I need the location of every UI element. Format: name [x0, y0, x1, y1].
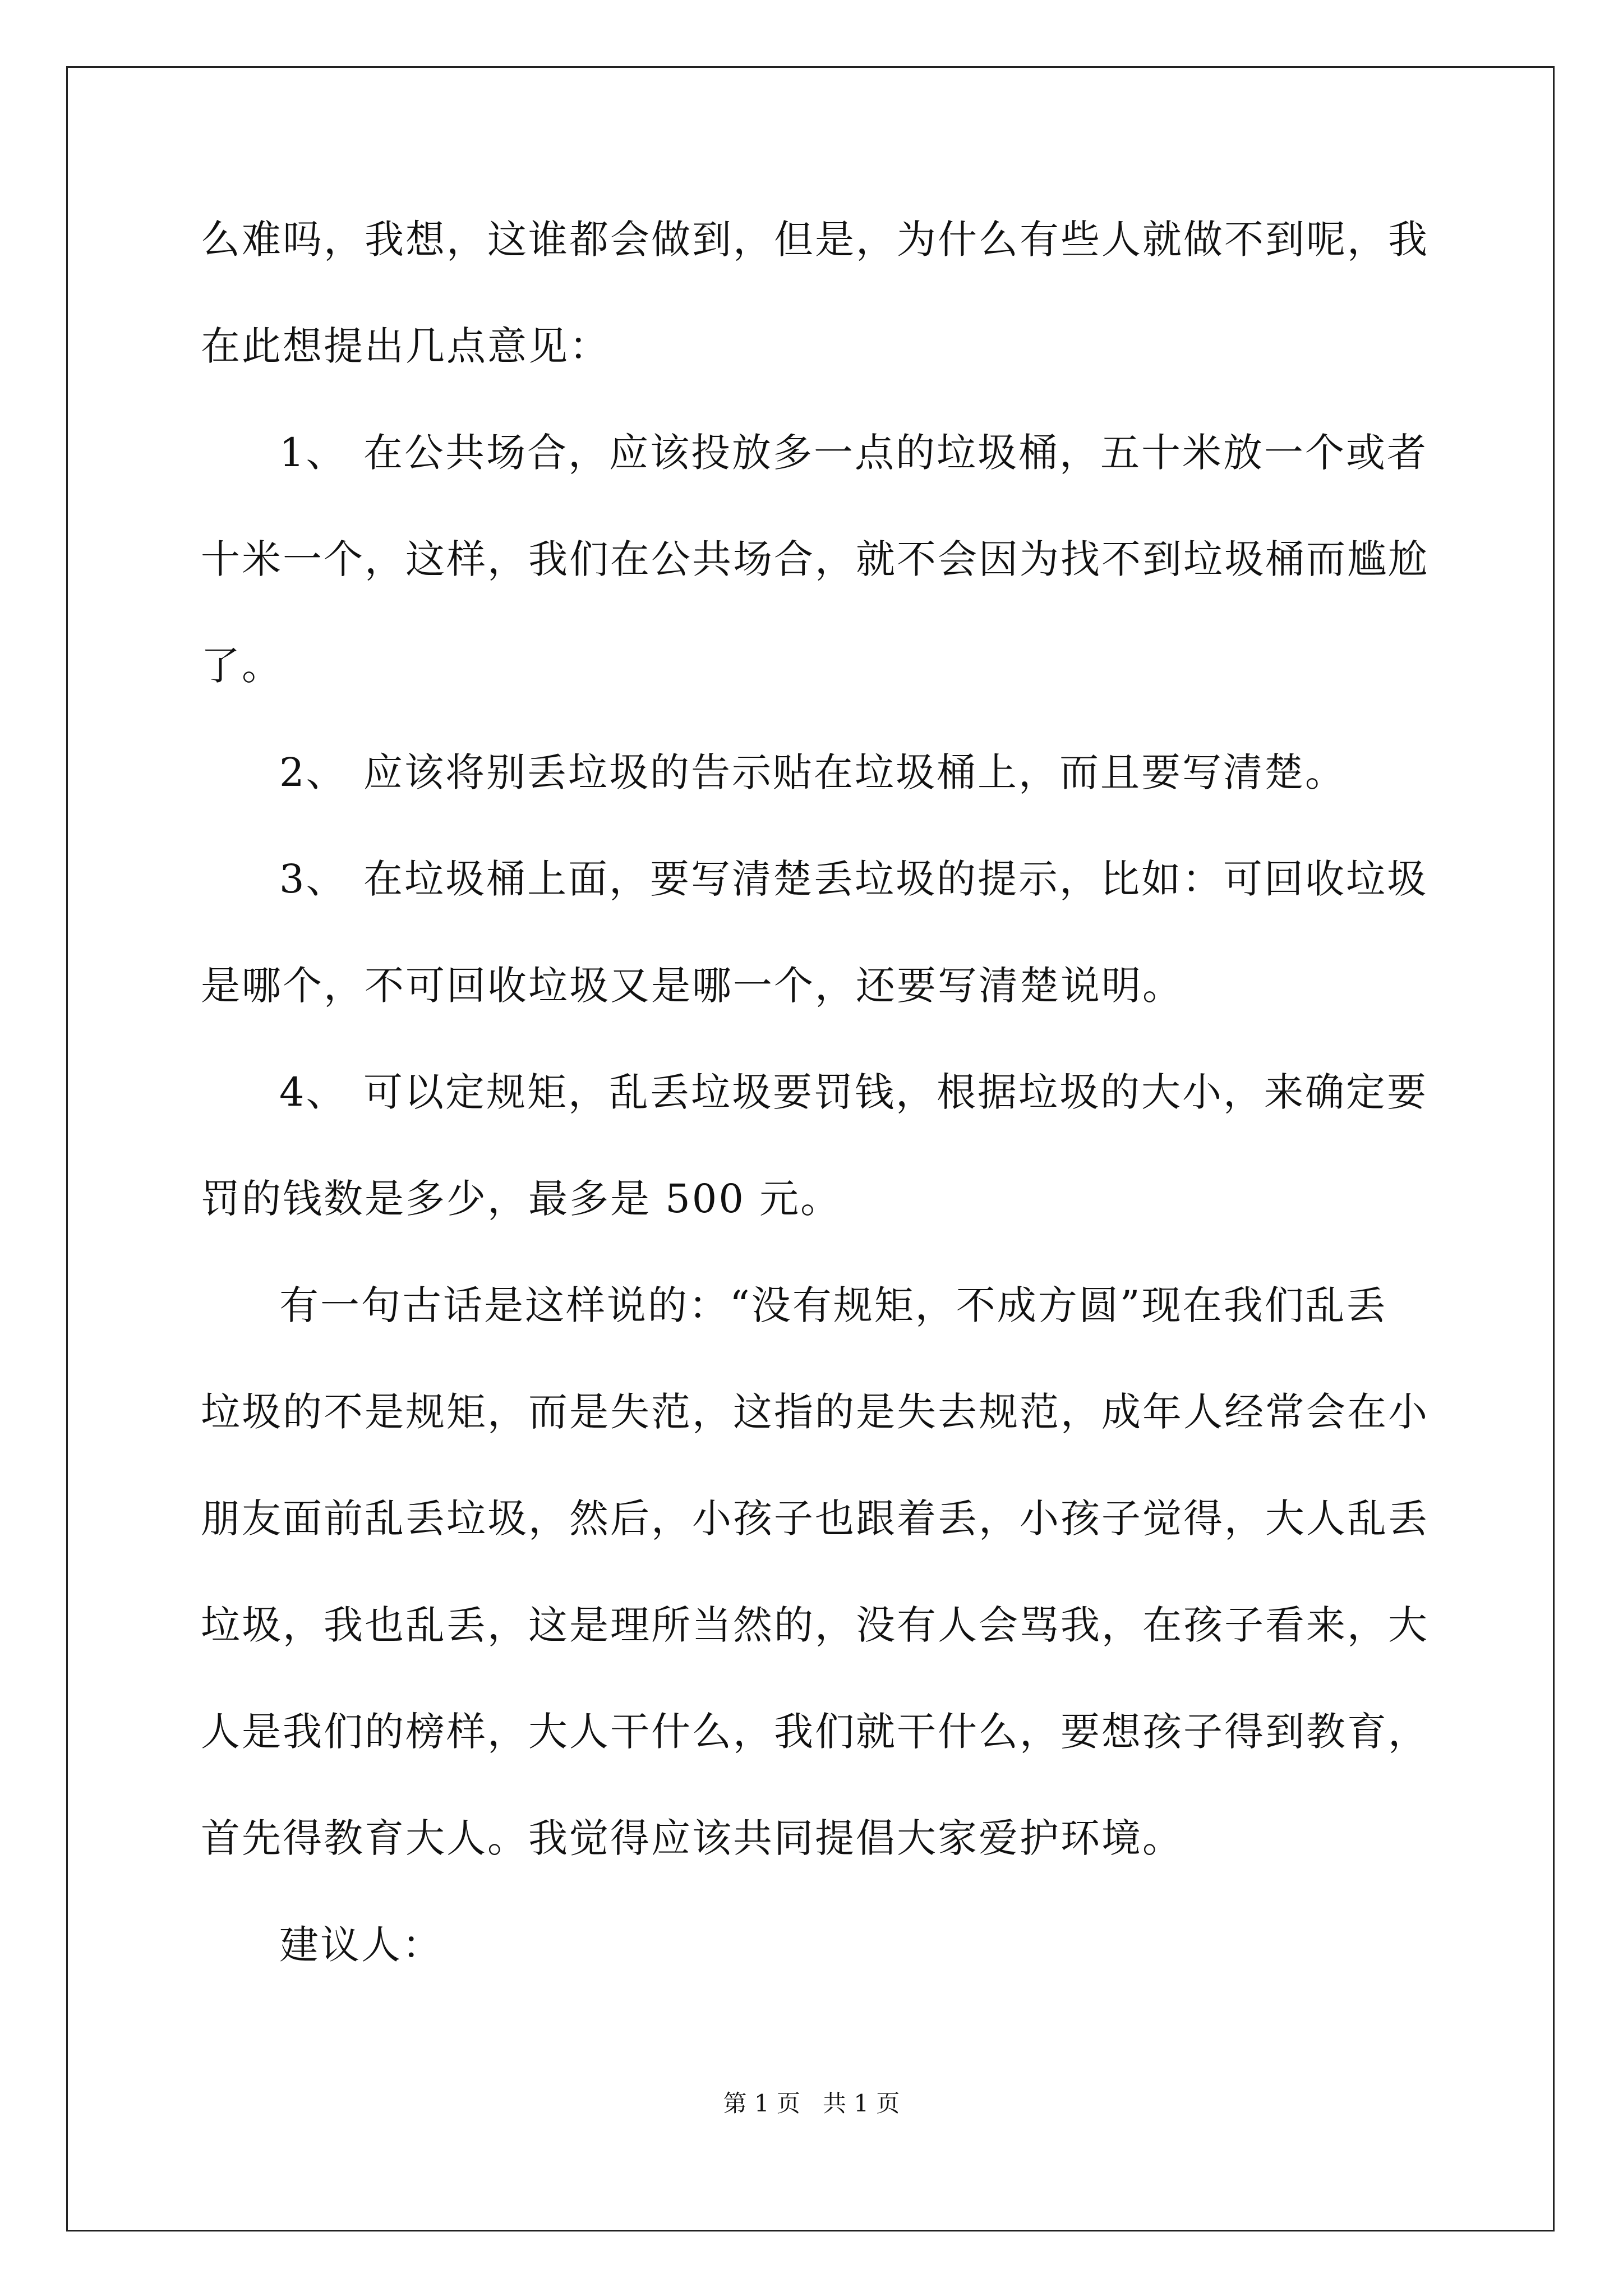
text-line: 朋友面前乱丢垃圾，然后，小孩子也跟着丢，小孩子觉得，大人乱丢	[201, 1496, 1429, 1542]
text-line: 垃圾，我也乱丢，这是理所当然的，没有人会骂我，在孩子看来，大	[201, 1602, 1429, 1648]
text-line: 了。	[201, 643, 283, 689]
list-item-4	[279, 1066, 1428, 1119]
paragraph-start: 有一句古话是这样说的：“没有规矩，不成方圆”现在我们乱丢	[279, 1282, 1387, 1328]
page-number: 第 1 页	[723, 2090, 800, 2117]
list-item-text: 在垃圾桶上面，要写清楚丢垃圾的提示，比如：可回收垃圾	[363, 856, 1428, 902]
text-line: 罚的钱数是多少，最多是 500 元。	[201, 1176, 842, 1222]
proposer-label: 建议人：	[279, 1922, 443, 1968]
text-line: 十米一个，这样，我们在公共场合，就不会因为找不到垃圾桶而尴尬	[201, 536, 1429, 582]
text-line: 是哪个，不可回收垃圾又是哪一个，还要写清楚说明。	[201, 963, 1183, 1009]
text-line: 首先得教育大人。我觉得应该共同提倡大家爱护环境。	[201, 1815, 1183, 1861]
list-number: 2、	[279, 749, 347, 795]
text-line: 在此想提出几点意见：	[201, 323, 610, 369]
list-item-3	[279, 853, 1428, 905]
page-border	[66, 66, 1555, 2231]
page-footer	[0, 2088, 1623, 2119]
page-total: 共 1 页	[823, 2090, 900, 2117]
list-item-text: 在公共场合，应该投放多一点的垃圾桶，五十米放一个或者	[363, 430, 1428, 476]
list-item-2	[279, 746, 1346, 799]
list-number: 3、	[279, 856, 347, 902]
list-item-1	[279, 426, 1428, 479]
text-line: 么难吗，我想，这谁都会做到，但是，为什么有些人就做不到呢，我	[201, 217, 1429, 263]
list-item-text: 应该将别丢垃圾的告示贴在垃圾桶上，而且要写清楚。	[363, 749, 1346, 795]
text-line: 人是我们的榜样，大人干什么，我们就干什么，要想孩子得到教育，	[201, 1709, 1429, 1755]
list-number: 4、	[279, 1069, 347, 1115]
list-item-text: 可以定规矩，乱丢垃圾要罚钱，根据垃圾的大小，来确定要	[363, 1069, 1428, 1115]
list-number: 1、	[279, 430, 347, 476]
text-line: 垃圾的不是规矩，而是失范，这指的是失去规范，成年人经常会在小	[201, 1389, 1429, 1435]
